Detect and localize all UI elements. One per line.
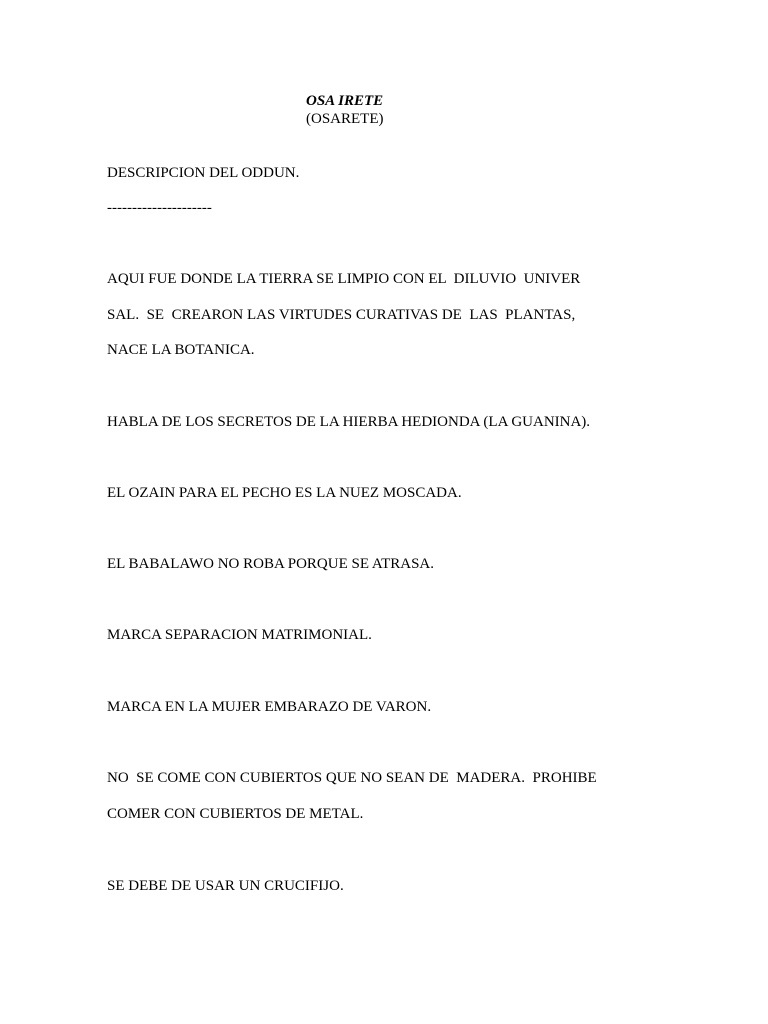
paragraph-line: SAL. SE CREARON LAS VIRTUDES CURATIVAS DE LAS PLANTAS, — [107, 307, 576, 323]
paragraph-line: AQUI FUE DONDE LA TIERRA SE LIMPIO CON EL DILUVIO UNIVER — [107, 271, 581, 287]
paragraph-line: EL BABALAWO NO ROBA PORQUE SE ATRASA. — [107, 556, 435, 572]
paragraph-line: COMER CON CUBIERTOS DE METAL. — [107, 806, 364, 822]
document-title: OSA IRETE — [306, 93, 384, 109]
paragraph-line: MARCA EN LA MUJER EMBARAZO DE VARON. — [107, 699, 432, 715]
separator-line: --------------------- — [107, 200, 212, 216]
paragraph-line: MARCA SEPARACION MATRIMONIAL. — [107, 627, 372, 643]
document-subtitle: (OSARETE) — [306, 111, 384, 127]
paragraph-line: SE DEBE DE USAR UN CRUCIFIJO. — [107, 878, 344, 894]
paragraph-line: EL OZAIN PARA EL PECHO ES LA NUEZ MOSCADA. — [107, 485, 462, 501]
paragraph-line: NACE LA BOTANICA. — [107, 342, 255, 358]
paragraph-line: HABLA DE LOS SECRETOS DE LA HIERBA HEDIONDA (LA GUANINA). — [107, 414, 591, 430]
section-heading: DESCRIPCION DEL ODDUN. — [107, 165, 300, 181]
paragraph-line: NO SE COME CON CUBIERTOS QUE NO SEAN DE MADERA. PROHIBE — [107, 770, 597, 786]
